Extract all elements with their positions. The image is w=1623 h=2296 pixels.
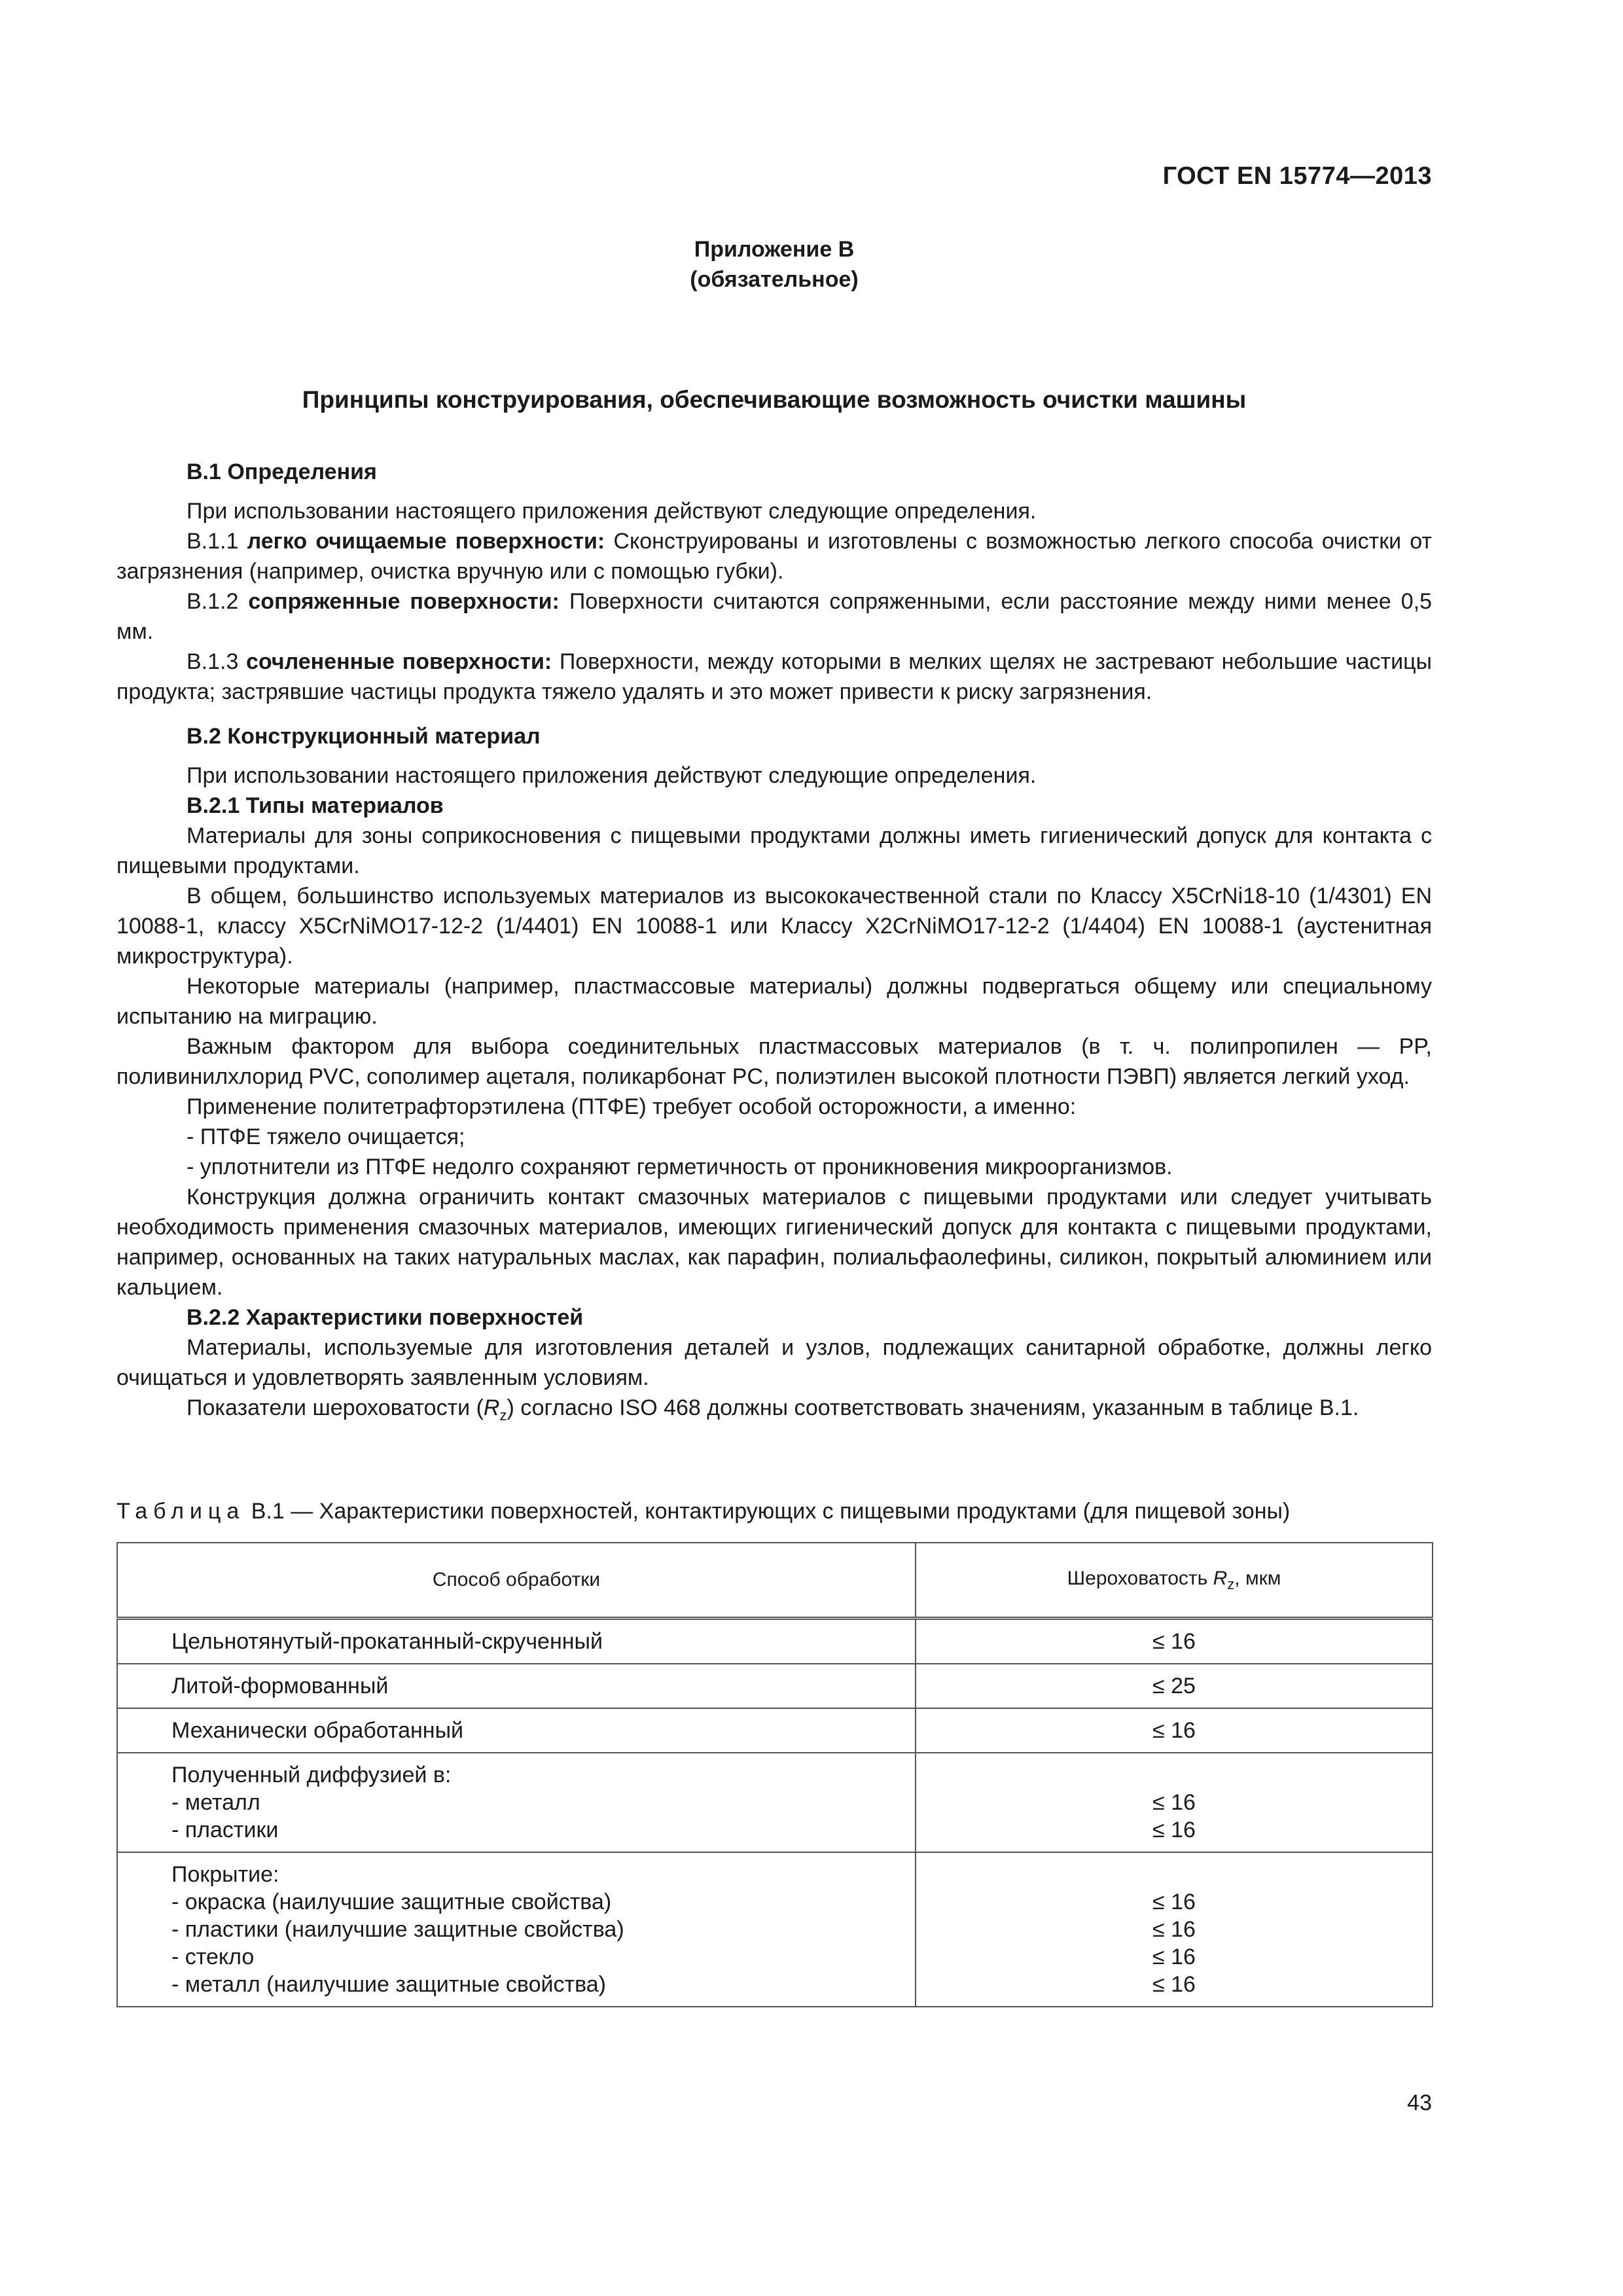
paragraph: Некоторые материалы (например, пластмассовые материалы) должны подвергаться общему или специальному испытанию на миграцию.: [116, 974, 1432, 1029]
paragraph: Применение политетрафторэтилена (ПТФЕ) требует особой осторожности, а именно:: [187, 1094, 1077, 1119]
roughness-table: [116, 1542, 1433, 2007]
table-row: Покрытие: - окраска (наилучшие защитные свойства) - пластики (наилучшие защитные свойства) - стекло - металл (наилучшие защитные свойства) ≤ 16 ≤ 16 ≤ 16 ≤ 16: [117, 1852, 1433, 2007]
section-b2-intro: При использовании настоящего приложения действуют следующие определения.: [187, 763, 1037, 788]
table-row: Механически обработанный ≤ 16: [117, 1708, 1433, 1753]
definition-b12: В.1.2 сопряженные поверхности: Поверхности считаются сопряженными, если расстояние между ними менее 0,5 мм.: [116, 589, 1432, 644]
section-b1-intro: При использовании настоящего приложения действуют следующие определения.: [187, 499, 1037, 524]
table-row: Цельнотянутый-прокатанный-скрученный ≤ 16: [117, 1619, 1433, 1664]
paragraph: Показатели шероховатости $(R_z)$ согласно ISO 468 должны соответствовать значениям, указанным в таблице В.1.: [187, 1395, 1359, 1424]
annex-status: (обязательное): [690, 267, 859, 292]
section-b21-heading: В.2.1 Типы материалов: [187, 793, 444, 818]
table-row: Полученный диффузией в: - металл - пластики ≤ 16 ≤ 16: [117, 1753, 1433, 1852]
paragraph: Материалы для зоны соприкосновения с пищевыми продуктами должны иметь гигиенический допуск для контакта с пищевыми продуктами.: [116, 823, 1432, 878]
table-row: Литой-формованный ≤ 25: [117, 1664, 1433, 1708]
paragraph: Материалы, используемые для изготовления деталей и узлов, подлежащих санитарной обработке, должны легко очищаться и удовлетворять заявленным условиям.: [116, 1335, 1432, 1390]
column-header-method: Способ обработки: [117, 1543, 916, 1619]
section-b22-heading: В.2.2 Характеристики поверхностей: [187, 1305, 584, 1330]
list-item: - ПТФЕ тяжело очищается;: [187, 1124, 465, 1149]
table-header-row: [117, 1543, 1433, 1619]
section-b2-heading: В.2 Конструкционный материал: [187, 724, 541, 749]
document-body: [116, 452, 1432, 1431]
annex-heading: [116, 234, 1432, 295]
document-page: [116, 0, 1432, 2296]
paragraph: В общем, большинство используемых материалов из высококачественной стали по Классу X5CrNi18-10 (1/4301) EN 10088-1, классу X5CrNiMO17-12-2 (1/4401) EN 10088-1 или Классу X2CrNiMO17-12-2 (1/4404) EN 10088-1 (аустенитная микроструктура).: [116, 884, 1432, 969]
main-title: Принципы конструирования, обеспечивающие возможность очистки машины: [302, 386, 1247, 413]
page-number: 43: [1407, 2090, 1432, 2115]
paragraph: Конструкция должна ограничить контакт смазочных материалов с пищевыми продуктами или следует учитывать необходимость применения смазочных материалов, имеющих гигиенический допуск для контакта с пищевыми продуктами, например, основанных на таких натуральных маслах, как парафин, полиальфаолефины, силикон, покрытый алюминием или кальцием.: [116, 1185, 1432, 1300]
definition-b13: В.1.3 сочлененные поверхности: Поверхности, между которыми в мелких щелях не застревают небольшие частицы продукта; застрявшие частицы продукта тяжело удалять и это может привести к риску загрязнения.: [116, 649, 1432, 704]
section-b1-heading: В.1 Определения: [187, 459, 377, 484]
standard-code: ГОСТ EN 15774—2013: [1162, 162, 1432, 190]
definition-b11: В.1.1 легко очищаемые поверхности: Сконструированы и изготовлены с возможностью легкого способа очистки от загрязнения (например, очистка вручную или с помощью губки).: [116, 529, 1432, 584]
list-item: - уплотнители из ПТФЕ недолго сохраняют герметичность от проникновения микроорганизмов.: [187, 1155, 1173, 1179]
column-header-roughness: Шероховатость $R_z$, мкм: [916, 1543, 1433, 1619]
annex-title: Приложение В: [694, 237, 855, 262]
paragraph: Важным фактором для выбора соединительных пластмассовых материалов (в т. ч. полипропилен — PP, поливинилхлорид PVC, сополимер ацеталя, поликарбонат PC, полиэтилен высокой плотности ПЭВП) является легкий уход.: [116, 1034, 1432, 1089]
table-caption: Таблица В.1 — Характеристики поверхностей, контактирующих с пищевыми продуктами (для пищевой зоны): [116, 1499, 1291, 1524]
